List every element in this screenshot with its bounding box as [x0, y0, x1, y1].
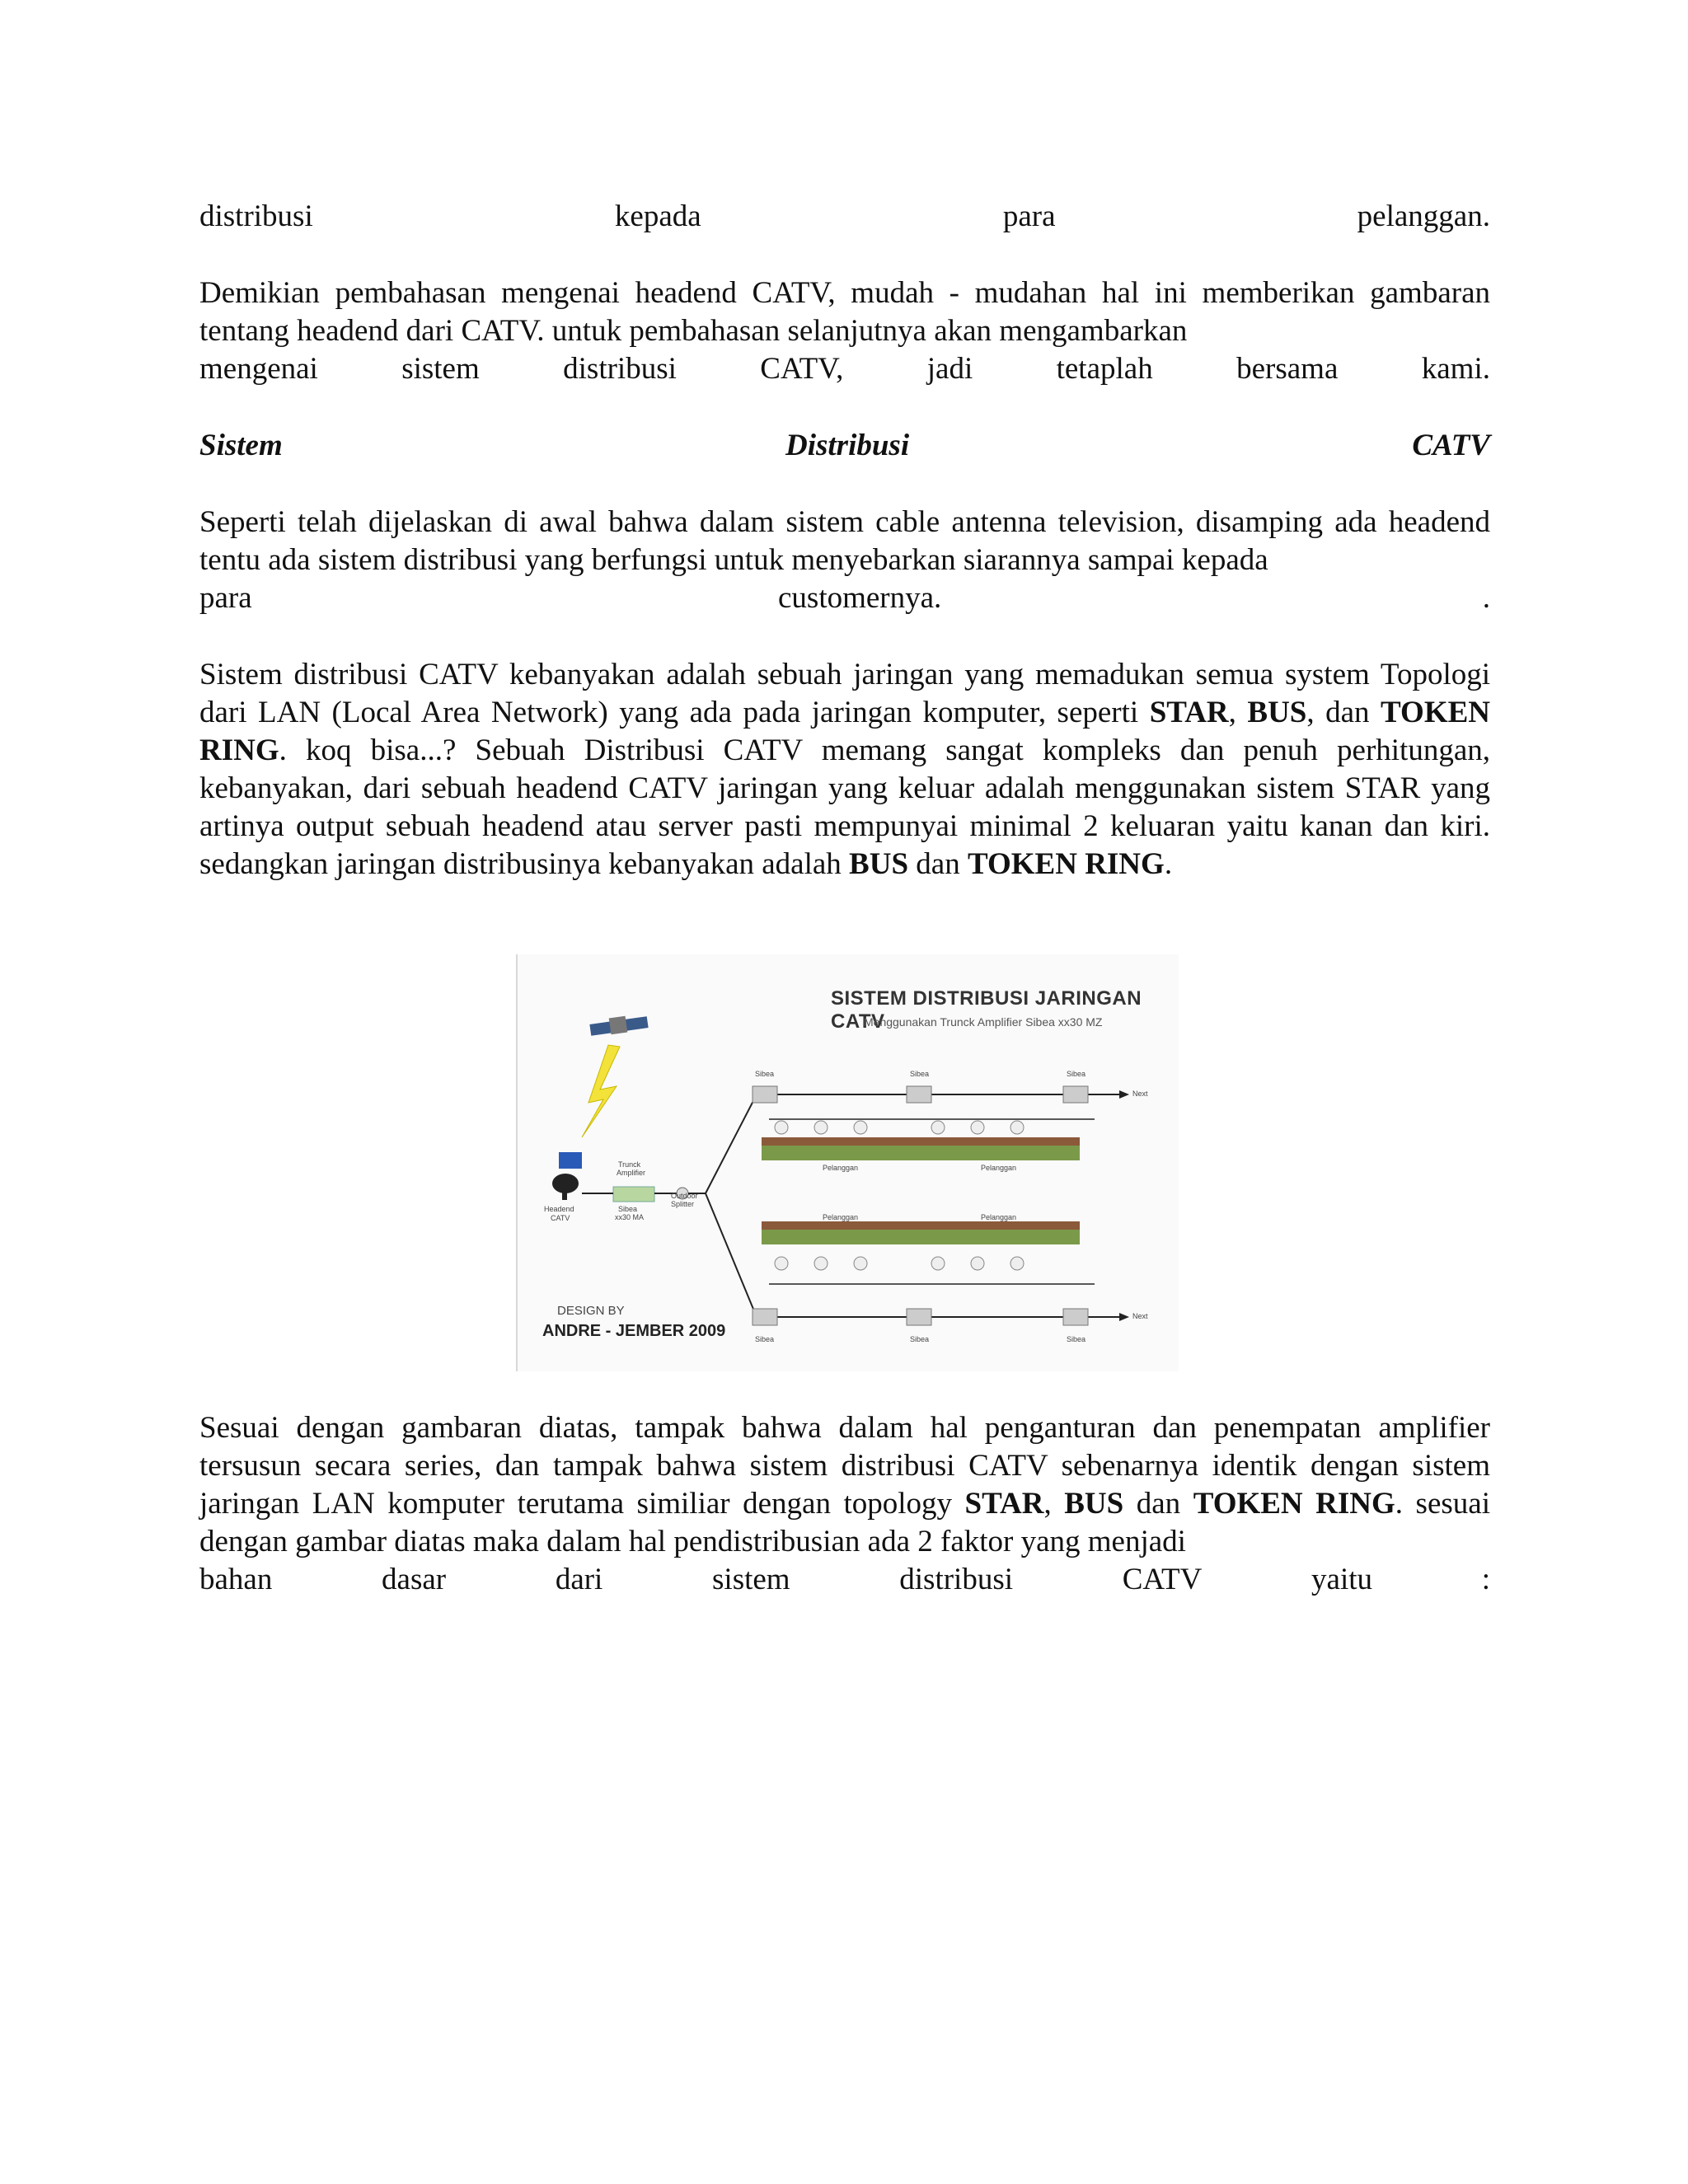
bold-term: TOKEN RING	[967, 847, 1165, 881]
paragraph-text: Seperti telah dijelaskan di awal bahwa dalam sistem cable antenna television, disamping ada headend tentu ada sistem distribusi yang berfungsi untuk menyebarkan siarannya sampai kepada	[199, 505, 1490, 577]
text-run: , dan	[1306, 696, 1381, 729]
word: distribusi	[563, 352, 677, 386]
text-run: ,	[1043, 1487, 1065, 1521]
svg-text:Next: Next	[1132, 1090, 1148, 1098]
satellite-icon	[589, 1016, 648, 1036]
word: distribusi	[899, 1563, 1014, 1596]
section-heading	[199, 427, 1490, 465]
svg-text:Sibea: Sibea	[1067, 1070, 1086, 1078]
paragraph-seperti	[199, 504, 1490, 579]
svg-text:Sibea: Sibea	[910, 1335, 930, 1343]
svg-text:CATV: CATV	[551, 1214, 570, 1222]
word: mengenai	[199, 352, 318, 386]
amplifier-icon	[907, 1086, 931, 1103]
text-run: . sesuai dengan gambar diatas maka dalam hal pendistribusian ada 2 faktor yang menjadi	[199, 1487, 1490, 1558]
word: dari	[555, 1563, 603, 1596]
word: kepada	[614, 199, 701, 233]
word: pelanggan.	[1357, 199, 1490, 233]
word: kami.	[1421, 352, 1490, 386]
word: CATV	[1122, 1563, 1203, 1596]
paragraph-sistem-distribusi	[199, 656, 1490, 883]
word: para	[1002, 199, 1056, 233]
svg-text:Pelanggan: Pelanggan	[823, 1164, 859, 1172]
svg-text:Sibea: Sibea	[910, 1070, 930, 1078]
bold-term: TOKEN RING	[199, 696, 1490, 767]
diagram-title: SISTEM DISTRIBUSI JARINGAN CATV	[831, 987, 1142, 1033]
text-run: . koq bisa...? Sebuah Distribusi CATV memang sangat kompleks dan penuh perhitungan, kebanyakan, dari sebuah headend CATV jaringan yang keluar adalah menggunakan sistem STAR yang artinya output sebuah headend atau server pasti mempunyai minimal 2 keluaran yaitu kanan dan kiri. sedangkan jaringan distribusinya kebanyakan adalah	[199, 733, 1490, 881]
house-row-bottom	[762, 1221, 1080, 1244]
word: bersama	[1236, 352, 1339, 386]
paragraph-demikian	[199, 274, 1490, 350]
bold-term: TOKEN RING	[1193, 1487, 1395, 1521]
word: tetaplah	[1056, 352, 1153, 386]
svg-text:Sibea: Sibea	[755, 1335, 775, 1343]
amplifier-icon	[753, 1086, 777, 1103]
headend-label: Headend	[544, 1205, 574, 1213]
paragraph-sesuai-last-line	[199, 1561, 1490, 1599]
bold-term: STAR	[964, 1487, 1044, 1521]
diagram-design-by: DESIGN BY	[557, 1304, 625, 1318]
svg-text:Sibea: Sibea	[618, 1205, 638, 1213]
bold-term: STAR	[1149, 696, 1229, 729]
svg-text:Pelanggan: Pelanggan	[823, 1213, 859, 1221]
svg-text:Pelanggan: Pelanggan	[981, 1164, 1017, 1172]
svg-text:xx30 MA: xx30 MA	[615, 1213, 645, 1221]
trunk-amplifier-icon	[613, 1187, 654, 1202]
word: CATV,	[760, 352, 844, 386]
heading-word: CATV	[1412, 429, 1490, 462]
amplifier-icon	[1063, 1086, 1088, 1103]
svg-text:Next: Next	[1132, 1312, 1148, 1320]
lightning-icon	[582, 1045, 620, 1137]
word: .	[1482, 581, 1490, 615]
diagram-author: ANDRE - JEMBER 2009	[542, 1322, 726, 1340]
bold-term: BUS	[849, 847, 909, 881]
word: :	[1481, 1563, 1490, 1596]
text-run: dan	[908, 847, 968, 881]
house-row-top	[762, 1137, 1080, 1160]
svg-text:Amplifier: Amplifier	[617, 1169, 646, 1177]
word: sistem	[712, 1563, 790, 1596]
word: sistem	[401, 352, 480, 386]
svg-text:Sibea: Sibea	[755, 1070, 775, 1078]
text-run: dan	[1123, 1487, 1193, 1521]
diagram-subtitle: Menggunakan Trunck Amplifier Sibea xx30 MZ	[864, 1015, 1103, 1029]
svg-text:Pelanggan: Pelanggan	[981, 1213, 1017, 1221]
amplifier-icon	[907, 1309, 931, 1325]
amplifier-icon	[753, 1309, 777, 1325]
text-run: .	[1164, 847, 1173, 881]
svg-text:Trunck: Trunck	[618, 1160, 641, 1169]
svg-text:Outdoor: Outdoor	[671, 1192, 698, 1200]
headend-icon	[552, 1152, 582, 1200]
paragraph-demikian-last-line	[199, 350, 1490, 388]
bold-term: BUS	[1064, 1487, 1124, 1521]
text-run: Sistem distribusi CATV kebanyakan adalah sebuah jaringan yang memadukan semua system Topologi dari LAN (Local Area Network) yang ada pada jaringan komputer, seperti	[199, 658, 1490, 729]
text-run: Sesuai dengan gambaran diatas, tampak bahwa dalam hal penganturan dan penempatan amplifier tersusun secara series, dan tampak bahwa sistem distribusi CATV sebenarnya identik dengan sistem jaringan LAN komputer terutama similiar dengan topology	[199, 1411, 1490, 1521]
word: dasar	[382, 1563, 447, 1596]
word: customernya.	[778, 581, 942, 615]
heading-word: Sistem	[199, 429, 283, 462]
paragraph-text: Demikian pembahasan mengenai headend CATV, mudah - mudahan hal ini memberikan gambaran tentang headend dari CATV. untuk pembahasan selanjutnya akan mengambarkan	[199, 276, 1490, 348]
amplifier-icon	[1063, 1309, 1088, 1325]
paragraph-sesuai	[199, 1409, 1490, 1561]
svg-text:Sibea: Sibea	[1067, 1335, 1086, 1343]
word: distribusi	[199, 199, 313, 233]
paragraph-line-distribusi	[199, 198, 1490, 236]
arrow-icon	[1119, 1313, 1129, 1321]
text-run: ,	[1228, 696, 1248, 729]
heading-word: Distribusi	[785, 429, 910, 462]
word: jadi	[926, 352, 973, 386]
arrow-icon	[1119, 1090, 1129, 1099]
word: yaitu	[1311, 1563, 1373, 1596]
catv-distribution-diagram	[516, 954, 1179, 1371]
bold-term: BUS	[1247, 696, 1307, 729]
word: para	[199, 581, 252, 615]
word: bahan	[199, 1563, 273, 1596]
svg-text:Splitter: Splitter	[671, 1200, 695, 1208]
